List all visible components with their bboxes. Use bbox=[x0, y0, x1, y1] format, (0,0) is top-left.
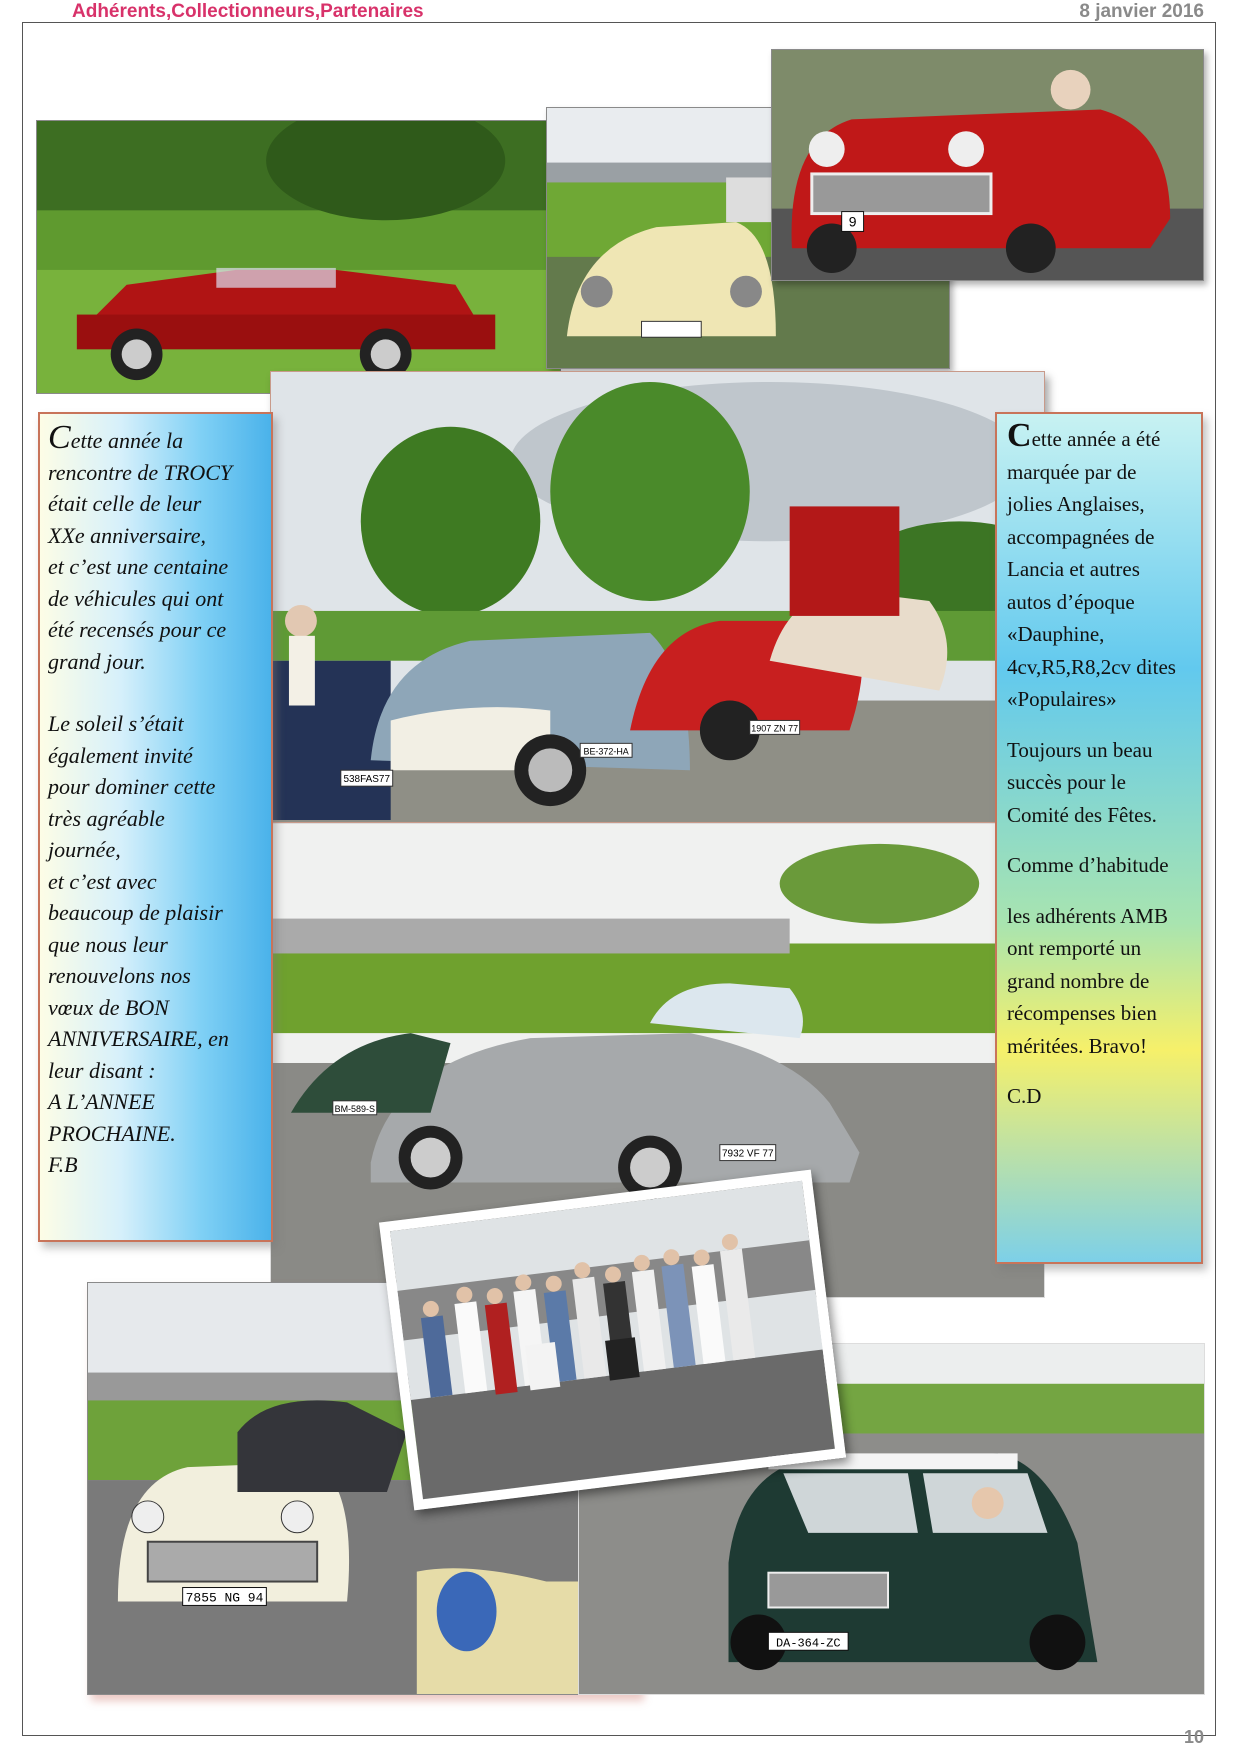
right-text-box bbox=[995, 412, 1203, 1264]
left-line: que nous leur bbox=[48, 931, 168, 957]
right-line: les adhérents AMB bbox=[1007, 903, 1168, 928]
right-line: «Populaires» bbox=[1007, 687, 1117, 711]
plate-lancia: 7932 VF 77 bbox=[722, 1148, 774, 1160]
page-number: 10 bbox=[1183, 1727, 1204, 1747]
left-line: était celle de leur bbox=[48, 491, 202, 516]
photo-red-roadster-grass bbox=[36, 120, 561, 394]
left-line: beaucoup de plaisir bbox=[48, 900, 223, 925]
left-line: pour dominer cette bbox=[48, 774, 216, 799]
plate-tr3-red: 9 bbox=[848, 213, 857, 230]
left-line: et c’est avec bbox=[48, 868, 157, 894]
left-line: ette année la bbox=[70, 428, 184, 453]
right-line: autos d’époque bbox=[1007, 589, 1135, 614]
right-line: succès pour le bbox=[1007, 770, 1126, 794]
right-line: Lancia et autres bbox=[1007, 557, 1140, 581]
left-line: PROCHAINE. bbox=[48, 1120, 176, 1146]
left-signature: F.B bbox=[48, 1152, 78, 1177]
right-line: Toujours un beau bbox=[1007, 737, 1153, 762]
right-line: accompagnées de bbox=[1007, 524, 1155, 549]
left-line: XXe anniversaire, bbox=[48, 522, 207, 548]
left-line: très agréable bbox=[48, 805, 165, 831]
left-line: renouvelons nos bbox=[48, 963, 191, 988]
header-date: 8 janvier 2016 bbox=[1079, 1, 1204, 22]
left-dropcap: C bbox=[48, 419, 71, 456]
right-line: jolies Anglaises, bbox=[1007, 492, 1145, 516]
plate-lineup-left: 538FAS77 bbox=[343, 774, 391, 786]
right-line: ette année a été bbox=[1031, 427, 1161, 451]
left-line: Le soleil s’était bbox=[48, 711, 184, 736]
right-signature: C.D bbox=[1007, 1084, 1042, 1108]
right-line: «Dauphine, bbox=[1007, 622, 1105, 646]
left-line: vœux de BON bbox=[48, 994, 169, 1020]
left-line: A L’ANNEE bbox=[48, 1089, 155, 1114]
left-line: été recensés pour ce bbox=[48, 617, 227, 642]
right-dropcap: C bbox=[1007, 417, 1032, 454]
left-line: rencontre de TROCY bbox=[48, 459, 233, 485]
left-text-box bbox=[38, 412, 273, 1242]
plate-lineup-tr: 1907 ZN 77 bbox=[751, 723, 799, 734]
left-line: de véhicules qui ont bbox=[48, 585, 224, 611]
header-section-title: Adhérents,Collectionneurs,Partenaires bbox=[72, 1, 424, 22]
right-line: récompenses bien bbox=[1007, 1001, 1157, 1025]
plate-mini: DA-364-ZC bbox=[775, 1636, 841, 1651]
left-line: journée, bbox=[48, 837, 121, 862]
left-line: ANNIVERSAIRE, en bbox=[48, 1026, 229, 1051]
right-line: grand nombre de bbox=[1007, 968, 1150, 993]
left-line: également invité bbox=[48, 742, 193, 768]
plate-mga: BM-589-S bbox=[334, 1103, 375, 1114]
left-line: et c’est une centaine bbox=[48, 554, 229, 579]
right-line: Comme d’habitude bbox=[1007, 853, 1169, 877]
photo-classic-cars-lineup bbox=[270, 371, 1045, 823]
right-line: Comité des Fêtes. bbox=[1007, 802, 1157, 827]
left-line: leur disant : bbox=[48, 1057, 156, 1083]
photo-members-group bbox=[379, 1170, 846, 1511]
right-line: marquée par de bbox=[1007, 459, 1137, 484]
photo-red-tr3-front bbox=[771, 49, 1204, 281]
right-line: ont remporté un bbox=[1007, 936, 1142, 960]
right-line: 4cv,R5,R8,2cv dites bbox=[1007, 654, 1176, 679]
right-line: méritées. Bravo! bbox=[1007, 1033, 1147, 1058]
left-line: grand jour. bbox=[48, 648, 146, 674]
plate-white-tr3: 7855 NG 94 bbox=[185, 1590, 264, 1606]
plate-lineup-healey: BE-372-HA bbox=[583, 746, 629, 757]
